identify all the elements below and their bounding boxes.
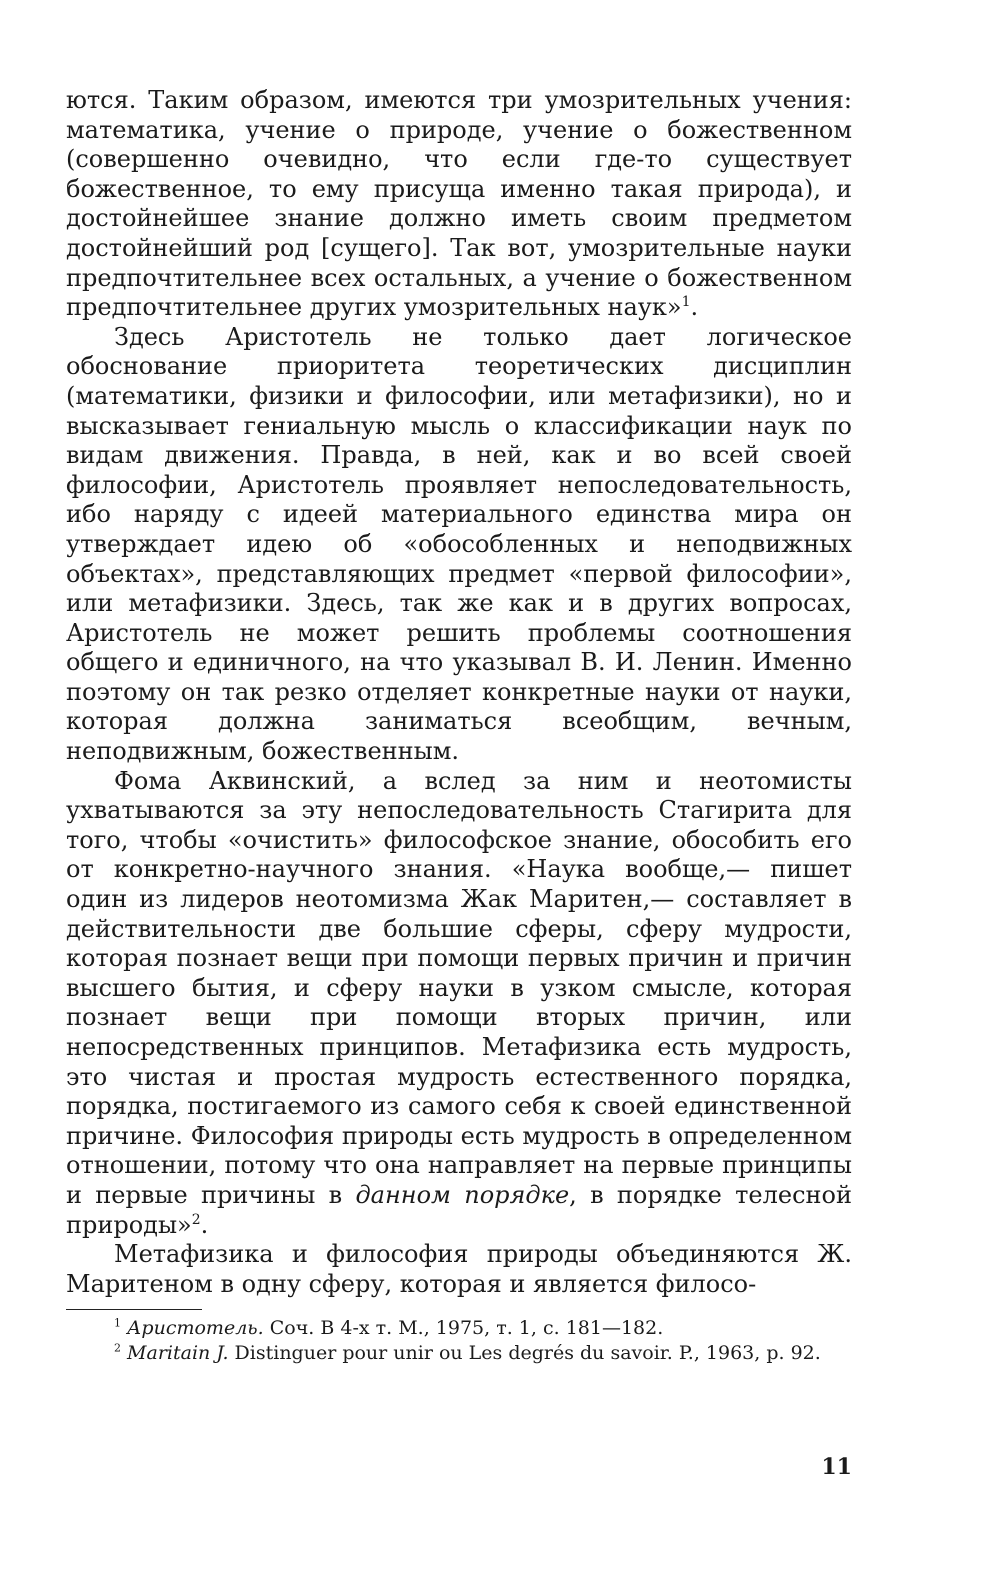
footnote-2-marker: 2 bbox=[114, 1342, 121, 1356]
paragraph-3 bbox=[66, 767, 852, 1241]
paragraph-3-end: . bbox=[200, 1210, 209, 1239]
footnote-1-marker: 1 bbox=[114, 1317, 121, 1331]
paragraph-3-italic-text: данном порядке bbox=[355, 1180, 570, 1209]
paragraph-1-text: ются. Таким образом, имеются три умозрительных учения: математика, учение о природе, учение о божественном (совершенно очевидно, что если где-то существует божественное, то ему присуща именно такая природа), и достойнейшее знание должно иметь своим предметом достойнейший род [сущего]. Так вот, умозрительные науки предпочтительнее всех остальных, а учение о божественном предпочтительнее других умозрительных наук» bbox=[66, 86, 852, 322]
footnote-1 bbox=[66, 1316, 852, 1341]
footnotes bbox=[66, 1316, 852, 1366]
paragraph-2 bbox=[66, 323, 852, 767]
footnote-2 bbox=[66, 1341, 852, 1366]
footnote-1-text: Соч. В 4-х т. М., 1975, т. 1, с. 181—182. bbox=[269, 1317, 664, 1340]
paragraph-1 bbox=[66, 86, 852, 323]
paragraph-3-text-end: , в порядке телесной природы» bbox=[66, 1180, 852, 1239]
footnote-divider bbox=[66, 1309, 202, 1310]
footnote-ref-1: 1 bbox=[681, 294, 691, 311]
page-number: 11 bbox=[821, 1454, 852, 1480]
paragraph-4 bbox=[66, 1240, 852, 1299]
footnote-2-text: Distinguer pour unir ou Les degrés du savoir. P., 1963, p. 92. bbox=[234, 1342, 821, 1365]
book-page bbox=[66, 86, 852, 1526]
paragraph-2-text: Здесь Аристотель не только дает логическое обоснование приоритета теоретических дисциплин (математики, физики и философии, или метафизики), но и высказывает гениальную мысль о классификации наук по видам движения. Правда, в ней, как и во всей своей философии, Аристотель проявляет непоследовательность, ибо наряду с идеей материального единства мира он утверждает идею об «обособленных и неподвижных объектах», представляющих предмет «первой философии», или метафизики. Здесь, так же как и в других вопросах, Аристотель не может решить проблемы соотношения общего и единичного, на что указывал В. И. Ленин. Именно поэтому он так резко отделяет конкретные науки от науки, которая должна заниматься всеобщим, вечным, неподвижным, божественным. bbox=[66, 322, 852, 766]
paragraph-3-text: Фома Аквинский, а вслед за ним и неотомисты ухватываются за эту непоследовательность Стагирита для того, чтобы «очистить» философское знание, обособить его от конкретно-научного знания. «Наука вообще,— пишет один из лидеров неотомизма Жак Маритен,— составляет в действительности две большие сферы, сферу мудрости, которая познает вещи при помощи первых причин и причин высшего бытия, и сферу науки в узком смысле, которая познает вещи при помощи вторых причин, или непосредственных принципов. Метафизика есть мудрость, это чистая и простая мудрость естественного порядка, порядка, постигаемого из самого себя к своей единственной причине. Философия природы есть мудрость в определенном отношении, потому что она направляет на первые принципы и первые причины в bbox=[66, 766, 852, 1209]
footnote-2-author: Maritain J. bbox=[127, 1342, 229, 1365]
footnote-ref-2: 2 bbox=[191, 1211, 201, 1228]
paragraph-1-end: . bbox=[690, 293, 699, 322]
footnote-1-author: Аристотель. bbox=[127, 1317, 264, 1340]
main-text bbox=[66, 86, 852, 1299]
paragraph-4-text: Метафизика и философия природы объединяются Ж. Маритеном в одну сферу, которая и является филосо- bbox=[66, 1240, 852, 1298]
